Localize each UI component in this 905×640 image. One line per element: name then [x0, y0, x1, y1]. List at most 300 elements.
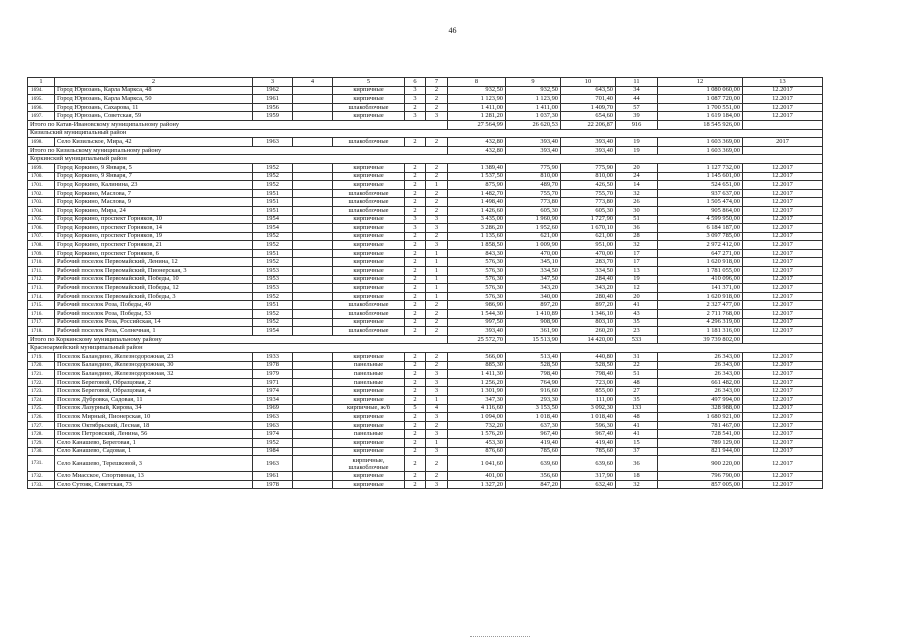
table-cell [293, 189, 333, 198]
table-cell: 2 [405, 301, 426, 310]
table-cell: кирпичные [333, 284, 405, 293]
table-cell [293, 370, 333, 379]
table-cell: 639,60 [506, 456, 561, 472]
table-cell: 3 [426, 430, 448, 439]
table-cell: 12.2017 [743, 267, 823, 276]
table-cell: 1699. [28, 163, 55, 172]
table-cell: кирпичные [333, 275, 405, 284]
table-cell: Город Коркино, Калинина, 23 [55, 181, 253, 190]
table-cell: 1959 [253, 112, 293, 121]
table-cell: 356,60 [506, 472, 561, 481]
table-cell: 1951 [253, 206, 293, 215]
table-cell: 12.2017 [743, 206, 823, 215]
table-cell: 897,20 [561, 301, 616, 310]
table-row [28, 480, 823, 489]
table-cell: 419,40 [561, 438, 616, 447]
table-cell: 951,00 [561, 241, 616, 250]
table-cell: 20 [616, 292, 658, 301]
table-cell: 1961 [253, 472, 293, 481]
table-cell: кирпичные [333, 163, 405, 172]
table-cell: 621,00 [506, 232, 561, 241]
table-row [28, 163, 823, 172]
table-row [28, 413, 823, 422]
table-cell: 1954 [253, 215, 293, 224]
table-cell [293, 438, 333, 447]
column-number-cell: 7 [426, 78, 448, 87]
table-cell: 916 [616, 120, 658, 129]
table-cell: 2 [405, 206, 426, 215]
table-row [28, 275, 823, 284]
table-cell: 26 343,00 [658, 370, 743, 379]
table-cell: 1 858,50 [448, 241, 506, 250]
table-cell: 1707. [28, 232, 55, 241]
table-cell: Город Коркино, Мира, 24 [55, 206, 253, 215]
table-cell: 14 420,00 [561, 335, 616, 344]
table-cell: 393,40 [506, 146, 561, 155]
table-cell: 2 [426, 310, 448, 319]
table-cell: 937 637,00 [658, 189, 743, 198]
table-row [28, 447, 823, 456]
table-cell: 41 [616, 301, 658, 310]
table-cell: 32 [616, 189, 658, 198]
table-row [28, 353, 823, 362]
table-cell: 1 256,20 [448, 378, 506, 387]
table-cell: 1703. [28, 198, 55, 207]
table-cell: шлакоблочные [333, 327, 405, 336]
table-cell: 3 [405, 224, 426, 233]
table-cell [293, 258, 333, 267]
column-number-cell: 1 [28, 78, 55, 87]
table-cell: 2 972 412,00 [658, 241, 743, 250]
table-cell: 2 [426, 353, 448, 362]
table-cell: панельные [333, 378, 405, 387]
table-cell: 1 327,20 [448, 480, 506, 489]
table-cell: 661 482,00 [658, 378, 743, 387]
table-cell: Город Коркино, Маслова, 7 [55, 189, 253, 198]
table-cell: 2 [405, 258, 426, 267]
column-number-cell: 2 [55, 78, 253, 87]
table-cell: 6 184 187,00 [658, 224, 743, 233]
table-cell: 605,30 [561, 206, 616, 215]
table-cell: 2 [405, 310, 426, 319]
table-cell: 810,00 [561, 172, 616, 181]
table-cell: 1695. [28, 95, 55, 104]
table-cell: кирпичные [333, 241, 405, 250]
table-cell: 2 [426, 318, 448, 327]
table-cell: 2 [426, 472, 448, 481]
table-cell: Рабочий поселок Первомайский, Победы, 10 [55, 275, 253, 284]
table-cell: 12.2017 [743, 215, 823, 224]
table-cell: кирпичные [333, 172, 405, 181]
table-cell: Рабочий поселок Первомайский, Пионерская, 3 [55, 267, 253, 276]
table-cell: 2 [426, 189, 448, 198]
table-cell: кирпичные [333, 480, 405, 489]
table-cell: Город Коркино, 9 Января, 7 [55, 172, 253, 181]
table-cell: Поселок Баландино, Железнодорожная, 32 [55, 370, 253, 379]
table-cell: 1725. [28, 404, 55, 413]
table-cell: 1951 [253, 249, 293, 258]
table-cell: 1 135,60 [448, 232, 506, 241]
table-cell: 3 092,30 [561, 404, 616, 413]
table-cell: 3 153,50 [506, 404, 561, 413]
table-cell: 1952 [253, 163, 293, 172]
table-cell: 1 [426, 275, 448, 284]
table-cell: Поселок Баландино, Железнодорожная, 30 [55, 361, 253, 370]
table-cell: Село Канашево, Садовая, 1 [55, 447, 253, 456]
table-cell: 798,40 [506, 370, 561, 379]
column-number-cell: 8 [448, 78, 506, 87]
district-heading-row [28, 129, 823, 138]
table-cell: 17 [616, 249, 658, 258]
table-cell: 2 [405, 275, 426, 284]
table-cell: кирпичные [333, 258, 405, 267]
table-cell: 22 206,87 [561, 120, 616, 129]
table-row [28, 301, 823, 310]
table-cell: 12.2017 [743, 232, 823, 241]
table-cell: 2 [405, 421, 426, 430]
table-cell: 343,20 [506, 284, 561, 293]
table-row [28, 95, 823, 104]
table-cell: кирпичные [333, 438, 405, 447]
table-cell: 932,50 [448, 86, 506, 95]
table-cell: кирпичные [333, 112, 405, 121]
table-cell: 2 [405, 181, 426, 190]
table-cell: 997,50 [448, 318, 506, 327]
table-cell: 1953 [253, 267, 293, 276]
column-number-cell: 12 [658, 78, 743, 87]
table-cell: 15 513,90 [506, 335, 561, 344]
table-cell: 639,60 [561, 456, 616, 472]
table-cell: 12.2017 [743, 86, 823, 95]
table-cell: 1 960,90 [506, 215, 561, 224]
table-row [28, 215, 823, 224]
table-cell: 12.2017 [743, 249, 823, 258]
table-cell [293, 395, 333, 404]
table-cell [293, 163, 333, 172]
table-cell: 1 411,30 [448, 370, 506, 379]
table-cell: 732,20 [448, 421, 506, 430]
table-cell: кирпичные [333, 413, 405, 422]
table-cell: 1962 [253, 86, 293, 95]
table-cell: 12.2017 [743, 353, 823, 362]
table-cell: кирпичные [333, 318, 405, 327]
table-cell: 2 [426, 95, 448, 104]
subtotal-row [28, 146, 823, 155]
table-cell: 905 864,00 [658, 206, 743, 215]
table-cell: Итого по Катав-Ивановскому муниципальному району [28, 120, 448, 129]
table-cell: 4 296 319,00 [658, 318, 743, 327]
table-cell: 12.2017 [743, 404, 823, 413]
table-cell: 1 127 732,00 [658, 163, 743, 172]
table-cell: 1721. [28, 370, 55, 379]
table-cell: 1 018,40 [561, 413, 616, 422]
table-cell: 3 [426, 370, 448, 379]
table-cell: 334,50 [506, 267, 561, 276]
table-cell: 2 [405, 361, 426, 370]
table-cell: кирпичные [333, 395, 405, 404]
table-cell: 2 [405, 413, 426, 422]
table-cell: Итого по Коркинскому муниципальному району [28, 335, 448, 344]
table-cell [293, 378, 333, 387]
table-cell: Коркинский муниципальный район [28, 155, 823, 164]
table-cell: 1 544,30 [448, 310, 506, 319]
table-cell: 3 [426, 112, 448, 121]
table-cell: 1 426,60 [448, 206, 506, 215]
table-cell: 1952 [253, 181, 293, 190]
table-cell: Город Коркино, проспект Горняков, 14 [55, 224, 253, 233]
table-cell: Село Канашево, Береговая, 1 [55, 438, 253, 447]
table-cell: 1712. [28, 275, 55, 284]
table-cell: 773,80 [561, 198, 616, 207]
table-cell: 900 220,00 [658, 456, 743, 472]
table-cell: 30 [616, 206, 658, 215]
table-cell: 775,90 [561, 163, 616, 172]
table-cell: 2 [426, 327, 448, 336]
table-cell: 3 435,00 [448, 215, 506, 224]
table-cell: Рабочий поселок Роза, Победы, 49 [55, 301, 253, 310]
table-cell: 2 [405, 395, 426, 404]
table-row [28, 198, 823, 207]
table-cell: 781 467,00 [658, 421, 743, 430]
table-cell: 1 680 921,00 [658, 413, 743, 422]
table-cell [293, 86, 333, 95]
table-cell: кирпичные [333, 472, 405, 481]
table-cell: 345,10 [506, 258, 561, 267]
table-row [28, 438, 823, 447]
table-cell: 1 281,20 [448, 112, 506, 121]
table-cell: 1 [426, 249, 448, 258]
table-cell: 798,40 [561, 370, 616, 379]
table-cell: 2 [405, 318, 426, 327]
table-cell: 4 [426, 404, 448, 413]
table-cell: 34 [616, 86, 658, 95]
table-row [28, 206, 823, 215]
table-cell: 1 037,30 [506, 112, 561, 121]
table-cell: Город Коркино, проспект Горняков, 21 [55, 241, 253, 250]
table-cell: 12.2017 [743, 361, 823, 370]
table-cell: 5 [405, 404, 426, 413]
housing-register-table [27, 77, 823, 489]
table-cell: 1718. [28, 327, 55, 336]
table-cell: кирпичные [333, 447, 405, 456]
table-cell: 1 018,40 [506, 413, 561, 422]
table-cell: Село Канашево, Терешковой, 3 [55, 456, 253, 472]
table-cell: 876,60 [448, 447, 506, 456]
table-cell: 15 [616, 438, 658, 447]
district-heading-row [28, 155, 823, 164]
table-cell: 2 [426, 456, 448, 472]
table-cell: 764,90 [506, 378, 561, 387]
table-cell: 343,20 [561, 284, 616, 293]
table-cell: 1952 [253, 258, 293, 267]
table-cell [293, 215, 333, 224]
table-cell: 1713. [28, 284, 55, 293]
table-cell: 1716. [28, 310, 55, 319]
table-cell: 755,70 [506, 189, 561, 198]
table-cell: 1 505 474,00 [658, 198, 743, 207]
table-cell: 32 [616, 241, 658, 250]
table-cell: 810,00 [506, 172, 561, 181]
table-cell: 12.2017 [743, 438, 823, 447]
table-cell: 1 619 184,00 [658, 112, 743, 121]
table-cell: Рабочий поселок Роза, Российская, 14 [55, 318, 253, 327]
table-cell: 2 [405, 284, 426, 293]
table-cell: 885,30 [448, 361, 506, 370]
table-cell: 48 [616, 378, 658, 387]
table-cell: 533 [616, 335, 658, 344]
table-cell: 1697. [28, 112, 55, 121]
table-cell: 361,90 [506, 327, 561, 336]
table-cell: 1934 [253, 395, 293, 404]
table-cell [293, 430, 333, 439]
table-cell: 701,40 [561, 95, 616, 104]
table-cell: 12.2017 [743, 275, 823, 284]
table-cell: 1696. [28, 103, 55, 112]
table-cell [293, 472, 333, 481]
table-cell: 26 [616, 198, 658, 207]
table-cell: 12.2017 [743, 198, 823, 207]
table-cell: Город Коркино, проспект Горняков, 6 [55, 249, 253, 258]
table-cell: 1 620 918,00 [658, 292, 743, 301]
table-cell: 35 [616, 318, 658, 327]
table-cell [293, 198, 333, 207]
table-cell: 2 [405, 249, 426, 258]
table-cell [293, 310, 333, 319]
table-cell: Поселок Баландино, Железнодорожная, 23 [55, 353, 253, 362]
table-cell: 27 564,99 [448, 120, 506, 129]
table-cell: Село Сутояк, Советская, 73 [55, 480, 253, 489]
table-row [28, 249, 823, 258]
table-cell: 1 123,90 [448, 95, 506, 104]
table-cell: 426,50 [561, 181, 616, 190]
table-cell [293, 241, 333, 250]
table-cell: 1974 [253, 387, 293, 396]
table-cell: кирпичные [333, 181, 405, 190]
table-cell: 2 [426, 198, 448, 207]
table-cell: 317,90 [561, 472, 616, 481]
table-cell: 260,20 [561, 327, 616, 336]
table-cell: 2 [405, 472, 426, 481]
table-cell: 26 343,00 [658, 387, 743, 396]
table-cell: 1933 [253, 353, 293, 362]
table-cell: 280,40 [561, 292, 616, 301]
table-cell: 908,90 [506, 318, 561, 327]
table-row [28, 421, 823, 430]
table-cell: шлакоблочные [333, 206, 405, 215]
table-row [28, 224, 823, 233]
table-cell: 12.2017 [743, 472, 823, 481]
table-cell: 1704. [28, 206, 55, 215]
table-cell: 1 [426, 181, 448, 190]
table-cell: 1 080 060,00 [658, 86, 743, 95]
table-cell: 2 [405, 292, 426, 301]
table-cell: 2 [405, 353, 426, 362]
table-cell: 843,30 [448, 249, 506, 258]
table-cell: кирпичные [333, 224, 405, 233]
table-cell: 2 [405, 198, 426, 207]
table-cell: 22 [616, 361, 658, 370]
table-cell: 393,40 [448, 327, 506, 336]
table-cell [293, 421, 333, 430]
table-cell: 1 346,10 [561, 310, 616, 319]
table-cell: 12.2017 [743, 112, 823, 121]
table-cell: 328 988,00 [658, 404, 743, 413]
table-cell: 1733. [28, 480, 55, 489]
table-cell [293, 224, 333, 233]
table-cell: шлакоблочные [333, 198, 405, 207]
table-cell: кирпичные, ж/б [333, 404, 405, 413]
table-cell: 12.2017 [743, 480, 823, 489]
table-cell: 1 727,90 [561, 215, 616, 224]
table-cell: 14 [616, 181, 658, 190]
table-cell: кирпичные, шлакоблочные [333, 456, 405, 472]
table-cell: 2 [405, 163, 426, 172]
table-cell: 12.2017 [743, 103, 823, 112]
table-cell: 12.2017 [743, 395, 823, 404]
table-cell: 1715. [28, 301, 55, 310]
table-cell: 26 343,00 [658, 353, 743, 362]
column-number-cell: 13 [743, 78, 823, 87]
column-number-cell: 9 [506, 78, 561, 87]
table-cell: Поселок Береговой, Образцовая, 2 [55, 378, 253, 387]
table-cell: 723,00 [561, 378, 616, 387]
table-cell: 1709. [28, 249, 55, 258]
table-cell: 1971 [253, 378, 293, 387]
table-cell: 785,60 [506, 447, 561, 456]
table-cell [293, 284, 333, 293]
table-cell: 12.2017 [743, 387, 823, 396]
table-cell: 1727. [28, 421, 55, 430]
table-cell: 4 599 950,00 [658, 215, 743, 224]
table-cell: 3 [405, 112, 426, 121]
column-number-cell: 11 [616, 78, 658, 87]
table-cell: Город Коркино, проспект Горняков, 19 [55, 232, 253, 241]
table-cell: 440,80 [561, 353, 616, 362]
table-cell: 1729. [28, 438, 55, 447]
table-cell: 576,30 [448, 284, 506, 293]
table-cell: 2 [405, 103, 426, 112]
table-cell: 1708. [28, 241, 55, 250]
table-cell: 1 [426, 267, 448, 276]
table-cell: панельные [333, 430, 405, 439]
table-cell: 35 [616, 395, 658, 404]
table-cell: 12.2017 [743, 258, 823, 267]
table-cell: 25 572,70 [448, 335, 506, 344]
table-cell: 2 [405, 267, 426, 276]
table-cell: 1963 [253, 456, 293, 472]
table-cell: кирпичные [333, 267, 405, 276]
table-cell: 1 [426, 438, 448, 447]
table-cell: кирпичные [333, 232, 405, 241]
table-cell: кирпичные [333, 421, 405, 430]
table-cell: кирпичные [333, 86, 405, 95]
table-cell: 1 041,60 [448, 456, 506, 472]
table-cell: 1956 [253, 103, 293, 112]
column-number-cell: 4 [293, 78, 333, 87]
table-cell: 637,30 [506, 421, 561, 430]
table-cell: 1951 [253, 189, 293, 198]
table-cell: кирпичные [333, 95, 405, 104]
table-cell: 24 [616, 172, 658, 181]
table-cell: 596,30 [561, 421, 616, 430]
table-cell: 12.2017 [743, 224, 823, 233]
table-cell: 1 301,90 [448, 387, 506, 396]
table-cell: 340,00 [506, 292, 561, 301]
table-cell: 2 [405, 378, 426, 387]
table-cell: 1 700 551,00 [658, 103, 743, 112]
table-row [28, 267, 823, 276]
table-cell: 1 603 369,00 [658, 138, 743, 147]
